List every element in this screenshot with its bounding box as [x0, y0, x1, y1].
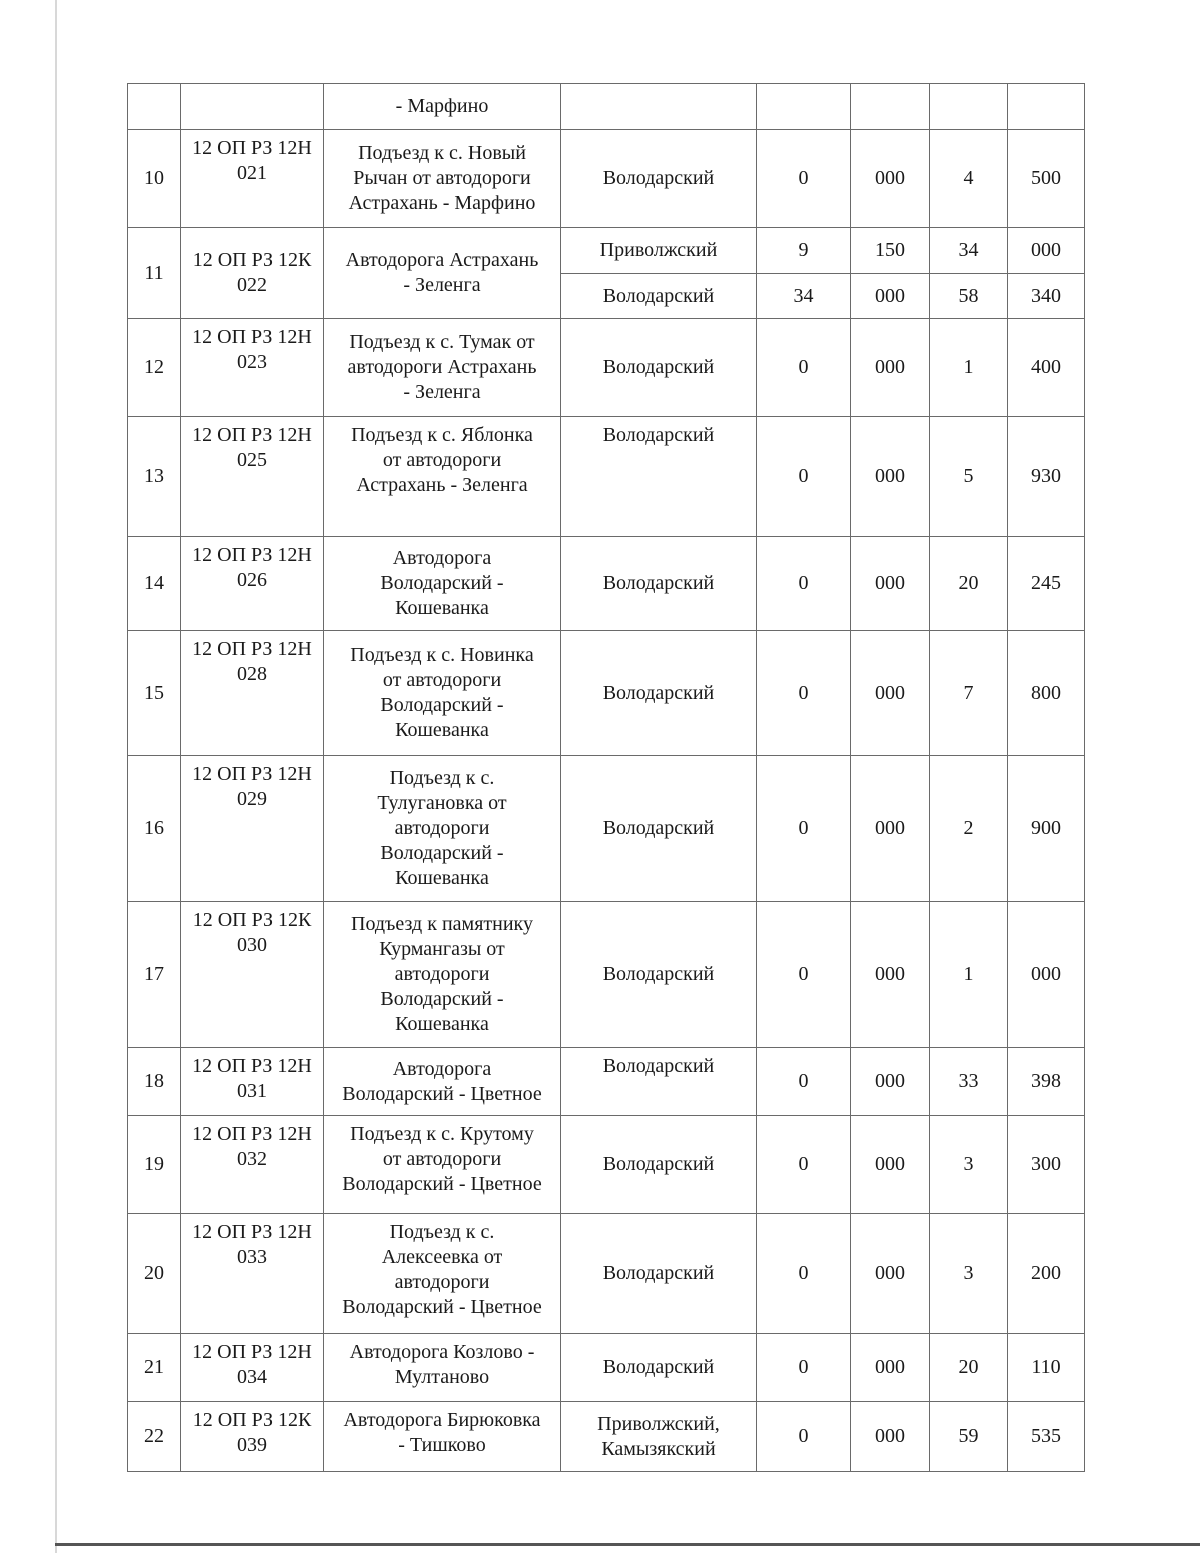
row-number-cell-line: 10: [144, 167, 164, 189]
m-end-cell: [1008, 631, 1085, 756]
road-code-cell-line: 021: [237, 162, 267, 184]
row-number-cell: [128, 631, 181, 756]
district-line: Володарский: [602, 817, 715, 839]
road-name-cell-line: Подъезд к с.: [389, 767, 495, 789]
m-start-cell-line: 000: [875, 1153, 905, 1175]
m-end-cell: [1008, 130, 1085, 228]
road-name-cell-line: Володарский - Цветное: [342, 1296, 542, 1318]
row-number-cell-line: 22: [144, 1425, 164, 1447]
road-name-cell-line: Автодорога Астрахань: [345, 249, 539, 271]
road-code-cell-line: 12 ОП РЗ 12Н: [192, 326, 312, 348]
km-start-cell: [757, 130, 851, 228]
road-name-cell-line: Мултаново: [394, 1366, 490, 1388]
row-number-cell: [128, 417, 181, 537]
km-end-cell: [930, 130, 1008, 228]
road-name-cell-line: Автодорога: [392, 547, 492, 569]
row-number-cell-line: 13: [144, 465, 164, 487]
road-code-cell-line: 12 ОП РЗ 12К: [192, 909, 312, 931]
road-name-cell-line: Подъезд к памятнику: [351, 913, 533, 935]
road-name-cell-line: - Тишково: [398, 1434, 486, 1456]
road-code-cell: [181, 84, 324, 130]
road-name-cell: [324, 84, 561, 130]
km-end-cell: [930, 84, 1008, 130]
km-start-cell-line: 0: [798, 465, 809, 487]
km-start-cell: [757, 1048, 851, 1116]
km-end-cell: [930, 756, 1008, 902]
district-line: Володарский: [602, 1153, 715, 1175]
km-start-cell-line: 0: [798, 681, 809, 704]
table-row: [128, 84, 1085, 130]
row-number-cell: [128, 756, 181, 902]
m-end-cell-line: 200: [1031, 1262, 1061, 1284]
road-name-cell-line: Подъезд к с. Яблонка: [351, 424, 533, 446]
km-start-cell: [757, 1334, 851, 1402]
road-code-cell: [181, 756, 324, 902]
district-line: Володарский: [602, 1055, 715, 1077]
m-end-cell-line: 500: [1031, 167, 1061, 189]
table-row: [128, 1334, 1085, 1402]
m-start-cell-line: 000: [875, 1262, 905, 1284]
road-name-cell-line: Астрахань - Марфино: [348, 192, 536, 214]
road-name-cell-line: Алексеевка от: [381, 1246, 503, 1268]
m-start-cell-line: 150: [875, 239, 905, 261]
km-start-cell-line: 0: [798, 1070, 809, 1092]
roads-table-body: [128, 84, 1085, 1472]
m-end-cell: [1008, 228, 1085, 274]
road-code-cell: [181, 130, 324, 228]
row-number-cell: [128, 228, 181, 319]
km-start-cell-line: 0: [798, 1262, 809, 1284]
road-name-cell: [324, 902, 561, 1048]
district-line: Приволжский,: [597, 1412, 720, 1435]
row-number-cell: [128, 84, 181, 130]
m-start-cell: [851, 1116, 930, 1214]
km-end-cell: [930, 537, 1008, 631]
road-name-cell-line: Володарский -: [380, 988, 504, 1010]
road-code-cell-line: 028: [237, 663, 267, 685]
district-line: Володарский: [602, 572, 715, 594]
road-name-cell-line: Володарский -: [380, 572, 504, 594]
road-name-cell-line: Кошеванка: [395, 719, 489, 741]
road-code-cell: [181, 537, 324, 631]
road-name-cell-line: Подъезд к с. Новинка: [350, 644, 534, 666]
road-name-cell-line: автодороги: [394, 1271, 490, 1293]
road-name-cell: [324, 417, 561, 537]
km-start-cell: [757, 319, 851, 417]
district-cell: [561, 902, 757, 1048]
district-cell: [561, 1116, 757, 1214]
table-row: [128, 1402, 1085, 1472]
road-name-cell-line: Володарский -: [380, 694, 504, 716]
road-name-cell-line: Автодорога: [392, 1057, 492, 1080]
m-start-cell: [851, 274, 930, 319]
road-name-cell-line: Рычан от автодороги: [353, 167, 531, 189]
row-number-cell: [128, 319, 181, 417]
road-code-cell-line: 12 ОП РЗ 12Н: [192, 1221, 312, 1243]
km-end-cell-line: 58: [958, 284, 979, 307]
km-end-cell-line: 7: [963, 681, 974, 704]
row-number-cell-line: 15: [144, 681, 164, 704]
km-start-cell-line: 0: [798, 1356, 809, 1378]
km-end-cell: [930, 631, 1008, 756]
road-name-cell: [324, 130, 561, 228]
row-number-cell-line: 12: [144, 356, 164, 378]
road-name-cell-line: Автодорога Козлово -: [349, 1341, 535, 1363]
m-end-cell-line: 000: [1031, 239, 1061, 261]
road-name-cell-line: автодороги: [394, 963, 490, 985]
district-cell: [561, 537, 757, 631]
km-end-cell-line: 4: [963, 167, 974, 189]
district-cell: [561, 756, 757, 902]
km-start-cell-line: 0: [798, 1425, 809, 1447]
road-code-cell-line: 12 ОП РЗ 12Н: [192, 1055, 312, 1077]
road-code-cell: [181, 902, 324, 1048]
km-end-cell-line: 1: [963, 963, 974, 985]
row-number-cell-line: 21: [144, 1356, 164, 1378]
km-end-cell: [930, 417, 1008, 537]
m-start-cell-line: 000: [875, 1070, 905, 1092]
row-number-cell: [128, 902, 181, 1048]
road-code-cell-line: 039: [237, 1434, 267, 1456]
km-start-cell: [757, 1116, 851, 1214]
row-number-cell: [128, 1402, 181, 1472]
km-end-cell-line: 3: [963, 1153, 974, 1175]
road-name-cell-line: Астрахань - Зеленга: [356, 474, 528, 496]
km-end-cell: [930, 1334, 1008, 1402]
road-code-cell-line: 029: [237, 788, 267, 810]
road-name-cell: [324, 537, 561, 631]
km-end-cell: [930, 1402, 1008, 1472]
m-end-cell: [1008, 1116, 1085, 1214]
district-line: Приволжский: [599, 239, 718, 261]
km-start-cell-line: 9: [798, 239, 809, 261]
road-name-cell-line: Володарский -: [380, 842, 504, 864]
km-start-cell-line: 34: [793, 284, 814, 307]
m-end-cell: [1008, 274, 1085, 319]
road-code-cell-line: 12 ОП РЗ 12К: [192, 1409, 312, 1431]
road-code-cell-line: 12 ОП РЗ 12Н: [192, 137, 312, 159]
page-bottom-edge: [55, 1543, 1200, 1546]
road-name-cell-line: Подъезд к с. Новый: [358, 142, 526, 164]
km-start-cell: [757, 84, 851, 130]
m-start-cell-line: 000: [875, 572, 905, 594]
district-line: Володарский: [602, 681, 715, 704]
row-number-cell-line: 16: [144, 817, 164, 839]
m-end-cell-line: 340: [1031, 284, 1061, 307]
table-row: [128, 130, 1085, 228]
road-name-cell: [324, 228, 561, 319]
km-end-cell-line: 33: [958, 1070, 979, 1092]
road-code-cell-line: 12 ОП РЗ 12Н: [192, 424, 312, 446]
road-code-cell-line: 033: [237, 1246, 267, 1268]
road-code-cell-line: 030: [237, 934, 267, 956]
road-name-cell: [324, 631, 561, 756]
row-number-cell: [128, 130, 181, 228]
km-end-cell-line: 59: [958, 1425, 979, 1447]
m-end-cell-line: 800: [1031, 681, 1061, 704]
road-name-cell-line: - Марфино: [395, 95, 489, 117]
m-end-cell-line: 300: [1031, 1153, 1061, 1175]
road-name-cell-line: Кошеванка: [395, 597, 489, 619]
district-line: Володарский: [602, 963, 715, 985]
road-name-cell-line: Володарский - Цветное: [342, 1082, 542, 1105]
m-start-cell: [851, 1402, 930, 1472]
district-line: Володарский: [602, 167, 715, 189]
m-end-cell-line: 535: [1031, 1425, 1061, 1447]
district-line: Володарский: [602, 356, 715, 378]
district-cell: [561, 228, 757, 274]
district-cell: [561, 130, 757, 228]
km-start-cell-line: 0: [798, 817, 809, 839]
km-start-cell: [757, 1402, 851, 1472]
road-name-cell: [324, 1334, 561, 1402]
road-name-cell-line: Автодорога Бирюковка: [343, 1409, 541, 1431]
m-start-cell-line: 000: [875, 284, 905, 307]
road-name-cell-line: Тулугановка от: [377, 792, 507, 814]
row-number-cell-line: 14: [144, 572, 164, 594]
km-start-cell: [757, 756, 851, 902]
road-name-cell: [324, 1048, 561, 1116]
district-cell: [561, 417, 757, 537]
roads-table: [127, 83, 1085, 1472]
m-start-cell: [851, 1334, 930, 1402]
row-number-cell-line: 20: [144, 1262, 164, 1284]
km-end-cell: [930, 319, 1008, 417]
m-end-cell-line: 398: [1031, 1070, 1061, 1092]
road-code-cell-line: 12 ОП РЗ 12Н: [192, 638, 312, 660]
table-row: [128, 319, 1085, 417]
m-start-cell-line: 000: [875, 465, 905, 487]
road-code-cell-line: 022: [237, 274, 267, 296]
km-start-cell: [757, 902, 851, 1048]
row-number-cell-line: 17: [144, 963, 164, 985]
table-row: [128, 631, 1085, 756]
road-name-cell: [324, 756, 561, 902]
district-line: Володарский: [602, 424, 715, 446]
km-start-cell: [757, 1214, 851, 1334]
table-row: [128, 902, 1085, 1048]
road-code-cell: [181, 1214, 324, 1334]
table-row: [128, 537, 1085, 631]
m-end-cell-line: 400: [1031, 356, 1061, 378]
m-start-cell: [851, 130, 930, 228]
m-end-cell-line: 900: [1031, 817, 1061, 839]
road-name-cell-line: от автодороги: [382, 449, 502, 471]
district-cell: [561, 1402, 757, 1472]
km-end-cell: [930, 228, 1008, 274]
m-end-cell: [1008, 1048, 1085, 1116]
road-code-cell: [181, 319, 324, 417]
row-number-cell: [128, 537, 181, 631]
m-end-cell-line: 245: [1031, 572, 1061, 594]
m-start-cell-line: 000: [875, 1356, 905, 1378]
km-end-cell-line: 20: [958, 572, 979, 594]
road-code-cell: [181, 228, 324, 319]
row-number-cell-line: 11: [144, 261, 164, 284]
table-row: [128, 1048, 1085, 1116]
road-name-cell-line: Подъезд к с.: [389, 1221, 495, 1243]
road-name-cell-line: Кошеванка: [395, 867, 489, 889]
m-start-cell: [851, 1048, 930, 1116]
km-end-cell-line: 3: [963, 1262, 974, 1284]
km-end-cell-line: 1: [963, 356, 974, 378]
m-start-cell: [851, 319, 930, 417]
road-code-cell-line: 034: [237, 1366, 267, 1388]
m-end-cell-line: 110: [1031, 1356, 1061, 1378]
district-cell: [561, 84, 757, 130]
road-name-cell-line: Володарский - Цветное: [342, 1173, 542, 1195]
m-end-cell-line: 930: [1031, 465, 1061, 487]
km-start-cell: [757, 274, 851, 319]
road-name-cell: [324, 319, 561, 417]
km-start-cell: [757, 537, 851, 631]
road-name-cell-line: от автодороги: [382, 669, 502, 691]
road-code-cell-line: 025: [237, 449, 267, 471]
km-start-cell: [757, 417, 851, 537]
row-number-cell: [128, 1116, 181, 1214]
district-line: Володарский: [602, 1356, 715, 1378]
road-code-cell-line: 12 ОП РЗ 12К: [192, 249, 312, 271]
road-name-cell-line: - Зеленга: [403, 274, 481, 296]
m-start-cell-line: 000: [875, 963, 905, 985]
road-name-cell-line: автодороги Астрахань: [347, 356, 537, 378]
road-code-cell: [181, 1334, 324, 1402]
m-end-cell: [1008, 537, 1085, 631]
road-name-cell-line: от автодороги: [382, 1148, 502, 1170]
m-end-cell: [1008, 1402, 1085, 1472]
district-cell: [561, 1214, 757, 1334]
m-start-cell-line: 000: [875, 817, 905, 839]
m-start-cell: [851, 1214, 930, 1334]
m-start-cell-line: 000: [875, 167, 905, 189]
road-code-cell-line: 023: [237, 351, 267, 373]
road-name-cell-line: Подъезд к с. Крутому: [350, 1123, 534, 1145]
m-start-cell: [851, 228, 930, 274]
row-number-cell-line: 19: [144, 1153, 164, 1175]
row-number-cell: [128, 1048, 181, 1116]
table-row: [128, 1214, 1085, 1334]
district-line: Володарский: [602, 284, 715, 307]
m-start-cell: [851, 417, 930, 537]
km-end-cell: [930, 902, 1008, 1048]
road-code-cell-line: 12 ОП РЗ 12Н: [192, 1341, 312, 1363]
km-start-cell-line: 0: [798, 572, 809, 594]
m-start-cell: [851, 631, 930, 756]
m-start-cell: [851, 902, 930, 1048]
km-end-cell: [930, 1116, 1008, 1214]
km-start-cell: [757, 631, 851, 756]
km-end-cell-line: 34: [958, 239, 979, 261]
m-start-cell-line: 000: [875, 356, 905, 378]
road-code-cell-line: 12 ОП РЗ 12Н: [192, 763, 312, 785]
road-code-cell-line: 12 ОП РЗ 12Н: [192, 1123, 312, 1145]
m-start-cell: [851, 84, 930, 130]
road-name-cell: [324, 1214, 561, 1334]
m-start-cell-line: 000: [875, 1425, 905, 1447]
table-row: [128, 417, 1085, 537]
road-name-cell-line: Подъезд к с. Тумак от: [349, 331, 535, 353]
road-code-cell-line: 032: [237, 1148, 267, 1170]
district-line: Володарский: [602, 1262, 715, 1284]
road-name-cell-line: автодороги: [394, 817, 490, 839]
km-end-cell-line: 20: [958, 1356, 979, 1378]
km-start-cell-line: 0: [798, 356, 809, 378]
km-start-cell: [757, 228, 851, 274]
m-start-cell: [851, 537, 930, 631]
district-cell: [561, 1048, 757, 1116]
row-number-cell: [128, 1214, 181, 1334]
km-end-cell: [930, 274, 1008, 319]
m-end-cell: [1008, 84, 1085, 130]
road-code-cell-line: 12 ОП РЗ 12Н: [192, 544, 312, 566]
m-end-cell: [1008, 319, 1085, 417]
road-code-cell: [181, 1402, 324, 1472]
road-code-cell: [181, 1048, 324, 1116]
road-code-cell-line: 026: [237, 569, 267, 591]
road-code-cell-line: 031: [237, 1080, 267, 1102]
district-line: Камызякский: [601, 1437, 716, 1460]
road-code-cell: [181, 417, 324, 537]
district-cell: [561, 319, 757, 417]
km-start-cell-line: 0: [798, 963, 809, 985]
m-start-cell-line: 000: [875, 681, 905, 704]
m-end-cell: [1008, 1214, 1085, 1334]
row-number-cell: [128, 1334, 181, 1402]
road-name-cell: [324, 1116, 561, 1214]
road-code-cell: [181, 631, 324, 756]
road-name-cell: [324, 1402, 561, 1472]
km-start-cell-line: 0: [798, 1153, 809, 1175]
table-row: [128, 756, 1085, 902]
page-left-edge: [55, 0, 57, 1553]
m-end-cell-line: 000: [1031, 963, 1061, 985]
row-number-cell-line: 18: [144, 1070, 164, 1092]
m-end-cell: [1008, 756, 1085, 902]
km-end-cell-line: 2: [963, 817, 974, 839]
road-name-cell-line: - Зеленга: [403, 381, 481, 403]
district-cell: [561, 631, 757, 756]
m-start-cell: [851, 756, 930, 902]
km-end-cell: [930, 1048, 1008, 1116]
m-end-cell: [1008, 902, 1085, 1048]
district-cell: [561, 1334, 757, 1402]
m-end-cell: [1008, 1334, 1085, 1402]
km-end-cell: [930, 1214, 1008, 1334]
km-end-cell-line: 5: [963, 465, 974, 487]
road-name-cell-line: Кошеванка: [395, 1013, 489, 1035]
table-row: [128, 228, 1085, 274]
road-name-cell-line: Курмангазы от: [379, 938, 505, 960]
road-code-cell: [181, 1116, 324, 1214]
district-cell: [561, 274, 757, 319]
km-start-cell-line: 0: [798, 167, 809, 189]
table-row: [128, 1116, 1085, 1214]
m-end-cell: [1008, 417, 1085, 537]
